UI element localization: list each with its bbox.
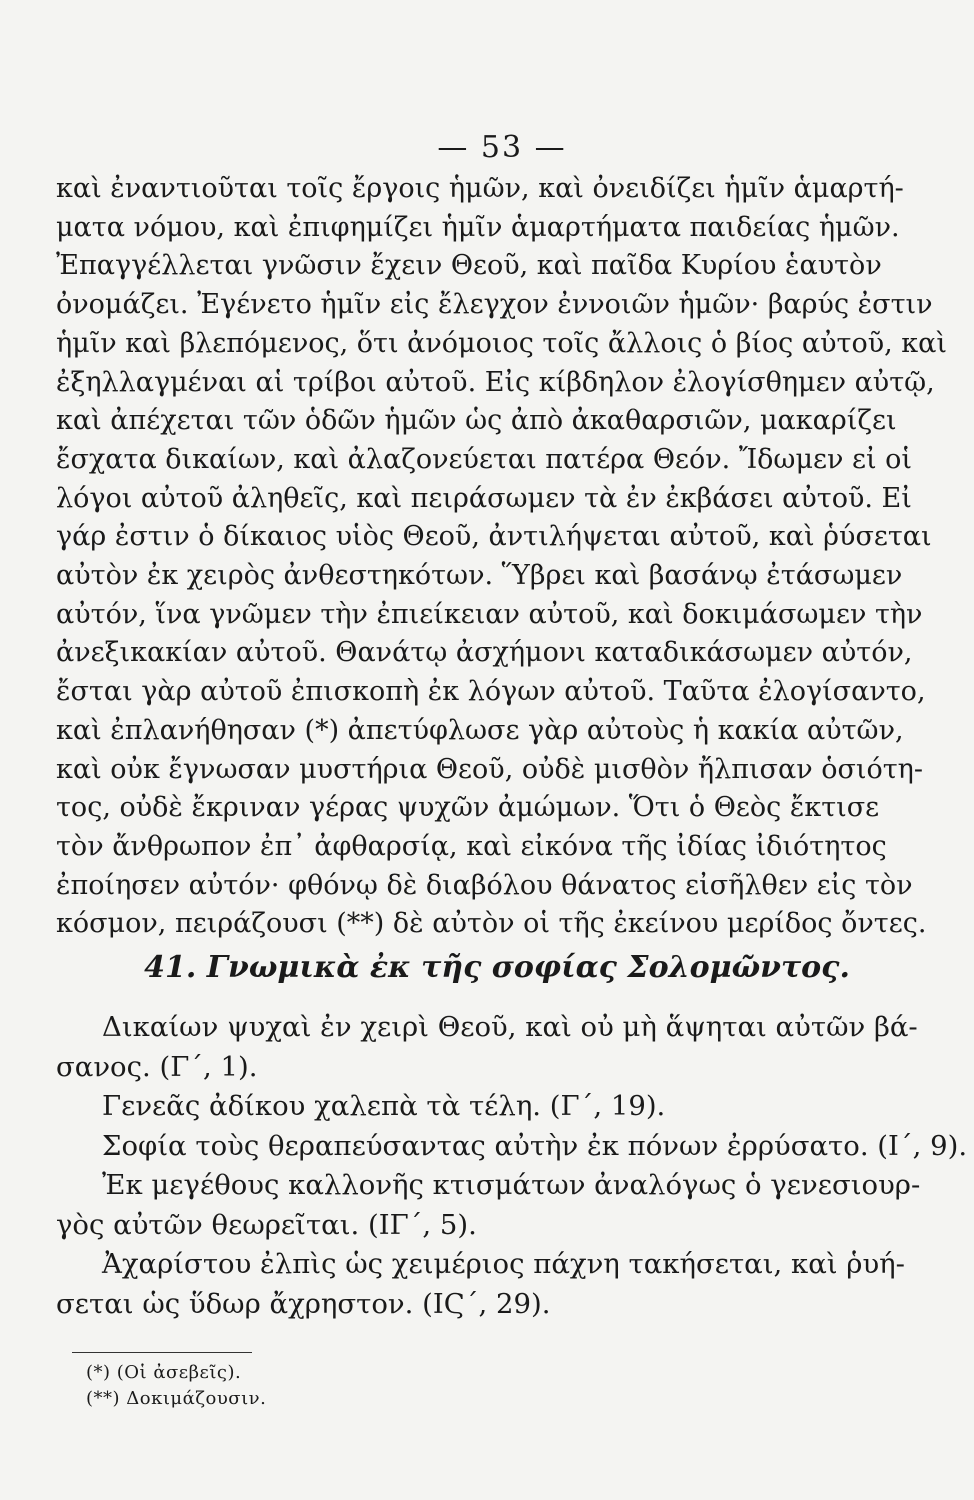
- text-line: ἀνεξικακίαν αὐτοῦ. Θανάτῳ ἀσχήμονι καταδικάσωμεν αὐτόν,: [56, 637, 913, 669]
- footnote: (**) Δοκιμάζουσιν.: [86, 1388, 267, 1409]
- section-heading: 41. Γνωμικὰ ἐκ τῆς σοφίας Σολομῶντος.: [144, 950, 850, 985]
- text-line: ἔσχατα δικαίων, καὶ ἀλαζονεύεται πατέρα Θεόν. Ἴδωμεν εἰ οἱ: [56, 443, 912, 475]
- footnotes: [86, 1360, 266, 1412]
- text-line: ἐποίησεν αὐτόν· φθόνῳ δὲ διαβόλου θάνατος εἰσῆλθεν εἰς τὸν: [56, 869, 913, 901]
- footnote: (*) (Οἱ ἀσεβεῖς).: [86, 1362, 242, 1383]
- proverb-line: Ἐκ μεγέθους καλλονῆς κτισμάτων ἀναλόγως ὁ γενεσιουρ-: [102, 1169, 921, 1201]
- text-line: ἔσται γὰρ αὐτοῦ ἐπισκοπὴ ἐκ λόγων αὐτοῦ. Ταῦτα ἐλογίσαντο,: [56, 676, 926, 708]
- footnote-divider: [72, 1352, 252, 1353]
- text-line: αὐτὸν ἐκ χειρὸς ἀνθεστηκότων. Ὕβρει καὶ βασάνῳ ἐτάσωμεν: [56, 560, 903, 592]
- proverb-line: Ἀχαρίστου ἐλπὶς ὡς χειμέριος πάχνη τακήσεται, καὶ ῥυή-: [102, 1248, 905, 1280]
- text-line: καὶ οὐκ ἔγνωσαν μυστήρια Θεοῦ, οὐδὲ μισθὸν ἤλπισαν ὁσιότη-: [56, 753, 923, 785]
- proverb-line: σεται ὡς ὕδωρ ἄχρηστον. (ΙϚ΄, 29).: [56, 1287, 551, 1320]
- text-line: τὸν ἄνθρωπον ἐπ᾽ ἀφθαρσίᾳ, καὶ εἰκόνα τῆς ἰδίας ἰδιότητος: [56, 830, 887, 862]
- text-line: Ἐπαγγέλλεται γνῶσιν ἔχειν Θεοῦ, καὶ παῖδα Κυρίου ἑαυτὸν: [56, 250, 882, 282]
- text-line: ἐξηλλαγμέναι αἱ τρίβοι αὐτοῦ. Εἰς κίβδηλον ἐλογίσθημεν αὐτῷ,: [56, 366, 935, 398]
- text-line: καὶ ἐναντιοῦται τοῖς ἔργοις ἡμῶν, καὶ ὀνειδίζει ἡμῖν ἁμαρτή-: [56, 173, 904, 204]
- text-line: καὶ ἀπέχεται τῶν ὁδῶν ἡμῶν ὡς ἀπὸ ἀκαθαρσιῶν, μακαρίζει: [56, 405, 897, 437]
- proverb-line: Σοφία τοὺς θεραπεύσαντας αὐτὴν ἐκ πόνων ἐρρύσατο. (Ι΄, 9).: [102, 1129, 968, 1162]
- text-line: καὶ ἐπλανήθησαν (*) ἀπετύφλωσε γὰρ αὐτοὺς ἡ κακία αὐτῶν,: [56, 714, 904, 746]
- proverb-line: Γενεᾶς ἀδίκου χαλεπὰ τὰ τέλη. (Γ΄, 19).: [102, 1090, 666, 1122]
- text-line: ὀνομάζει. Ἐγένετο ἡμῖν εἰς ἔλεγχον ἐννοιῶν ἡμῶν· βαρύς ἐστιν: [56, 289, 933, 321]
- proverbs-list: [56, 1008, 968, 1324]
- text-line: αὐτόν, ἵνα γνῶμεν τὴν ἐπιείκειαν αὐτοῦ, καὶ δοκιμάσωμεν τὴν: [56, 598, 923, 630]
- body-paragraph: [56, 170, 947, 944]
- text-line: κόσμον, πειράζουσι (**) δὲ αὐτὸν οἱ τῆς ἐκείνου μερίδος ὄντες.: [56, 908, 927, 940]
- text-line: λόγοι αὐτοῦ ἀληθεῖς, καὶ πειράσωμεν τὰ ἐν ἐκβάσει αὐτοῦ. Εἰ: [56, 482, 912, 514]
- text-line: ἡμῖν καὶ βλεπόμενος, ὅτι ἀνόμοιος τοῖς ἄλλοις ὁ βίος αὐτοῦ, καὶ: [56, 327, 947, 359]
- text-line: τος, οὐδὲ ἔκριναν γέρας ψυχῶν ἀμώμων. Ὅτι ὁ Θεὸς ἔκτισε: [56, 792, 880, 824]
- text-line: ματα νόμου, καὶ ἐπιφημίζει ἡμῖν ἁμαρτήματα παιδείας ἡμῶν.: [56, 211, 900, 243]
- page-number: — 53 —: [437, 130, 567, 165]
- proverb-line: Δικαίων ψυχαὶ ἐν χειρὶ Θεοῦ, καὶ οὐ μὴ ἅψηται αὐτῶν βά-: [102, 1011, 918, 1043]
- text-line: γάρ ἐστιν ὁ δίκαιος υἱὸς Θεοῦ, ἀντιλήψεται αὐτοῦ, καὶ ῥύσεται: [56, 521, 932, 553]
- proverb-line: γὸς αὐτῶν θεωρεῖται. (ΙΓ΄, 5).: [56, 1208, 477, 1241]
- proverb-line: σανος. (Γ΄, 1).: [56, 1050, 258, 1083]
